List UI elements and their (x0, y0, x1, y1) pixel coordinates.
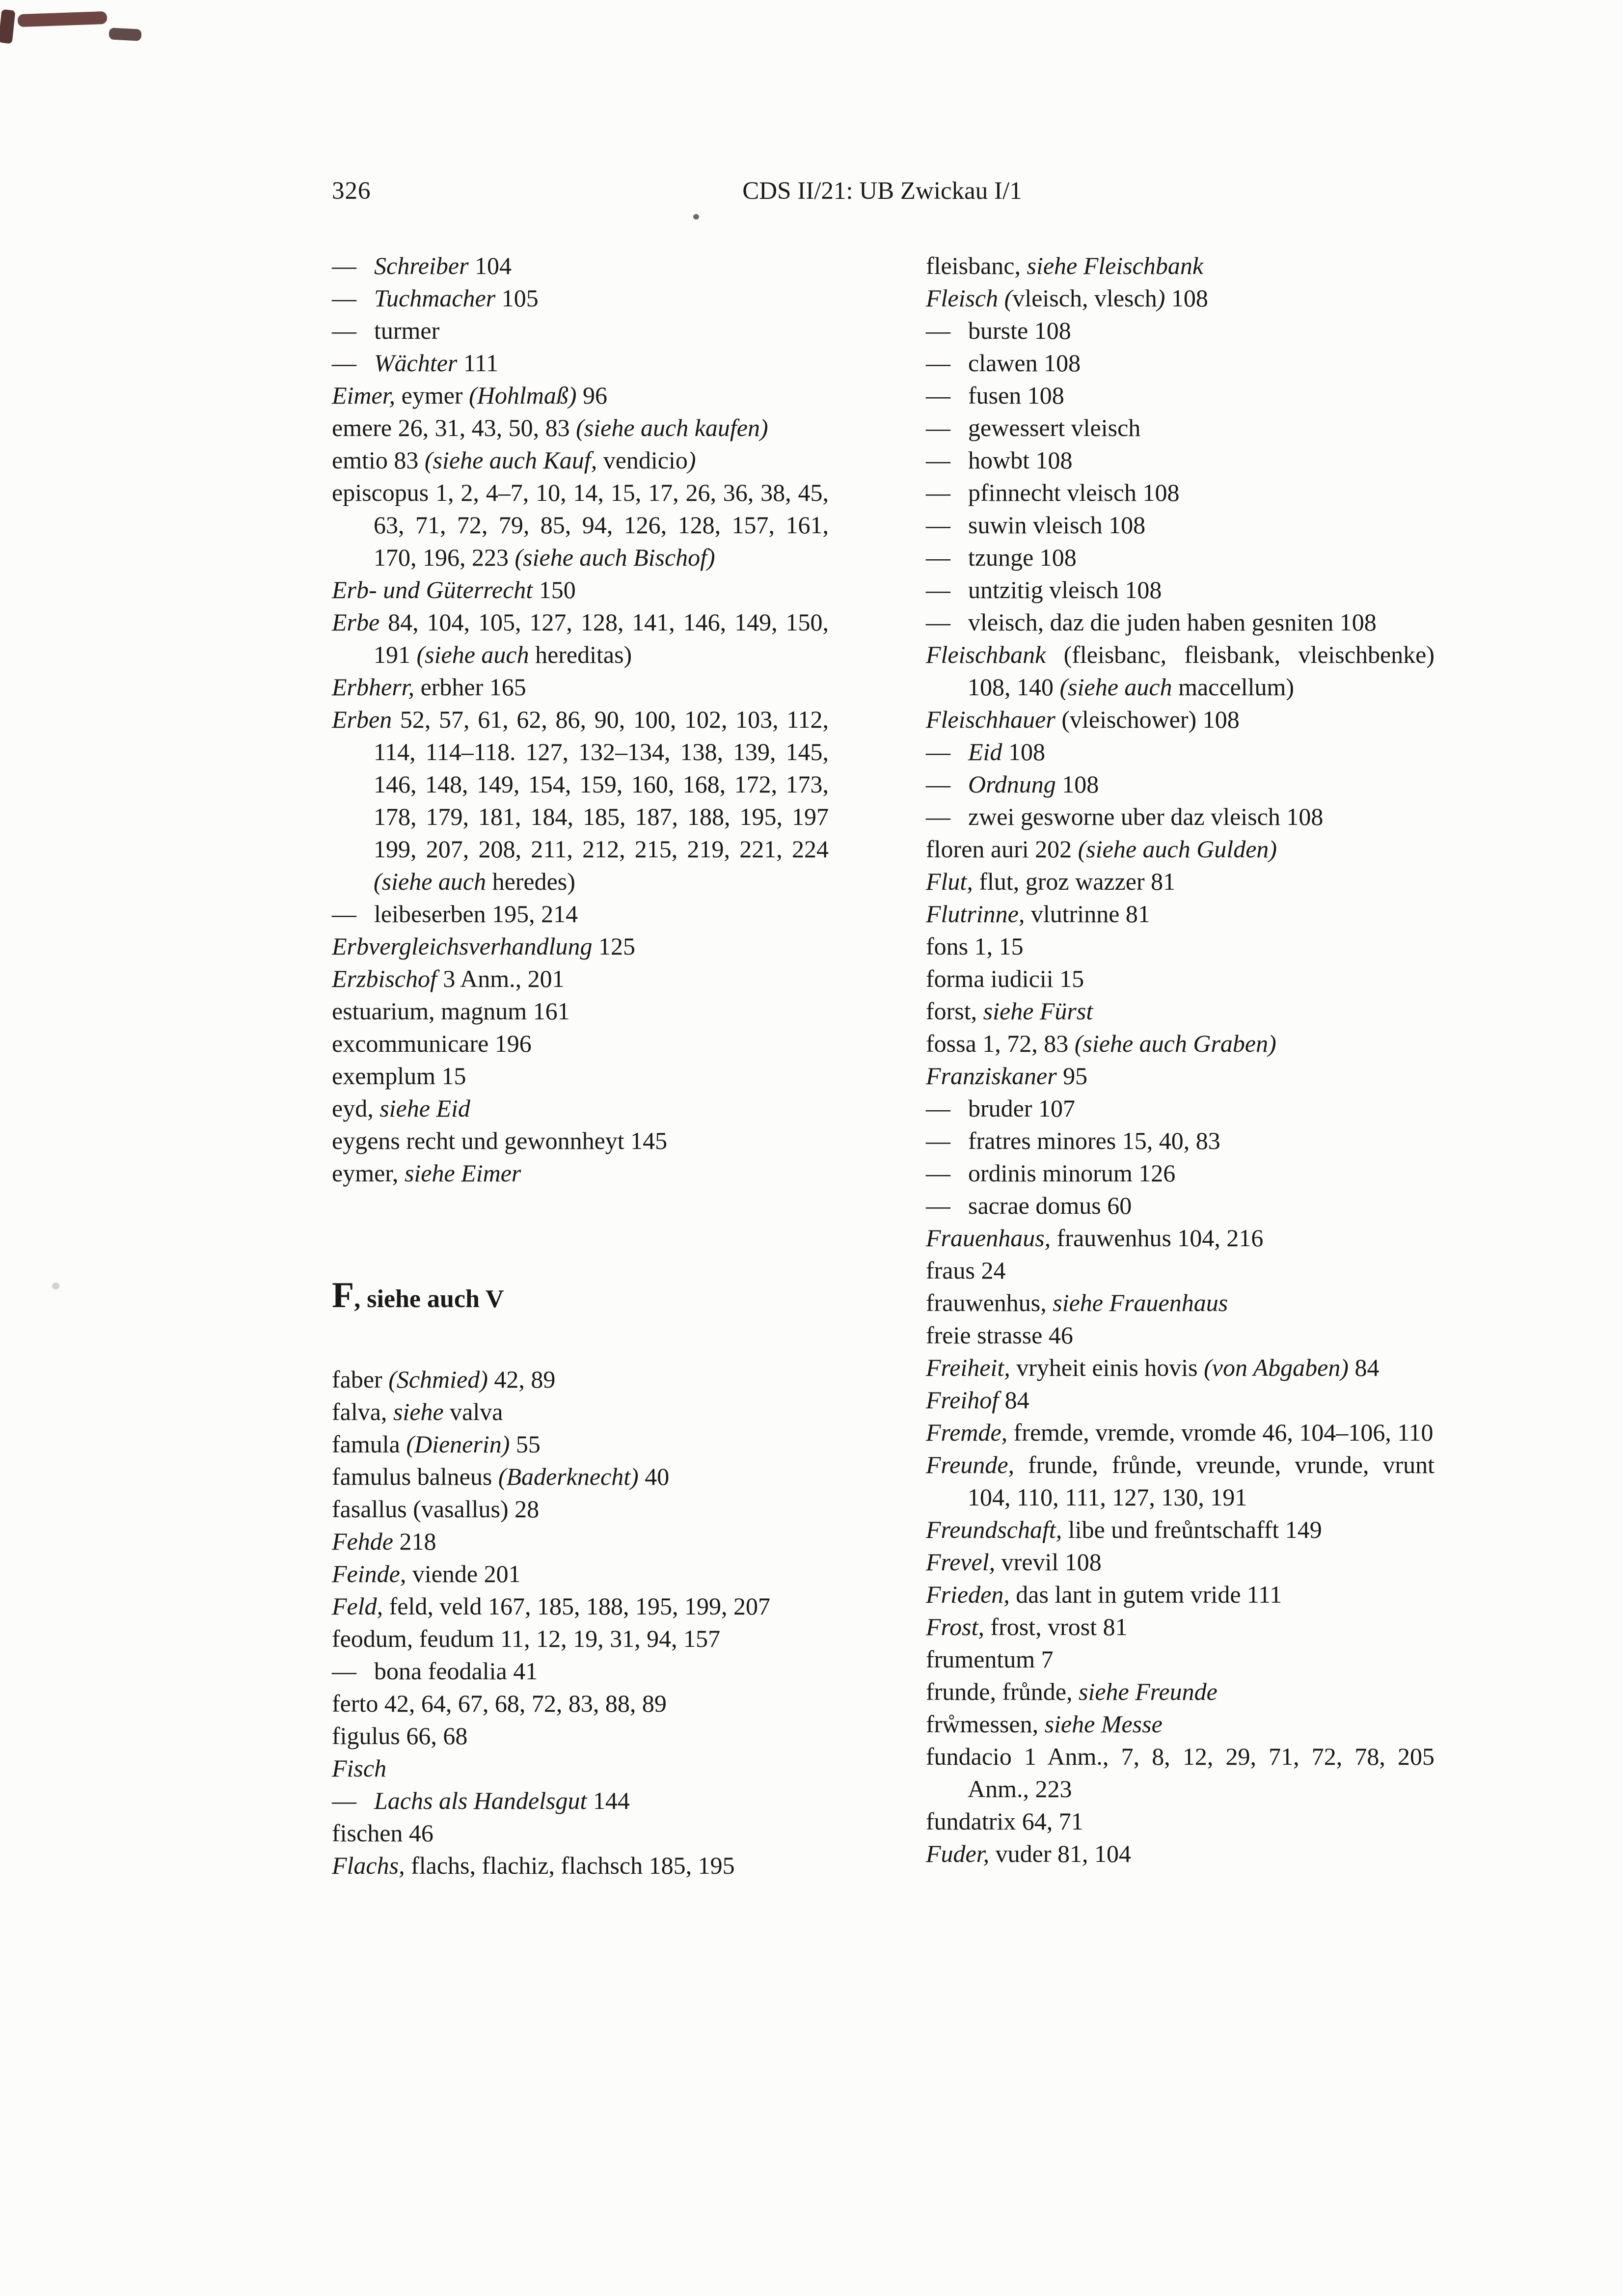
entry-text: frunde, frůnde, vreunde, vrunde, vrunt 104, 110, 111, 127, 130, 191 (968, 1451, 1434, 1511)
entry-text: vleisch, vlesch (1012, 284, 1157, 312)
subentry-dash: — (926, 414, 950, 441)
entry-text-italic: Ordnung (968, 770, 1056, 798)
entry-text: ferto 42, 64, 67, 68, 72, 83, 88, 89 (332, 1690, 667, 1717)
entry-text: vrevil 108 (995, 1548, 1102, 1576)
index-entry (332, 962, 829, 995)
entry-text: leibeserben 195, 214 (374, 900, 578, 928)
entry-text: viende 201 (406, 1560, 521, 1587)
entry-text: 108 (1055, 770, 1099, 798)
index-entry (332, 1157, 829, 1189)
scan-artifact (0, 9, 15, 44)
entry-text: 40 (638, 1463, 670, 1490)
entry-text-italic: (siehe auch Gulden) (1078, 835, 1277, 863)
entry-text-italic: siehe Eid (379, 1094, 470, 1122)
entry-text-italic: (siehe auch (374, 868, 487, 895)
entry-text-italic: siehe Freunde (1079, 1678, 1217, 1705)
entry-text: 3 Anm., 201 (436, 965, 565, 992)
entry-text: vryheit einis hovis (1010, 1354, 1204, 1381)
entry-text: howbt 108 (968, 446, 1073, 474)
index-entry (332, 1493, 829, 1525)
entry-text-italic: Feld, (332, 1592, 383, 1620)
entry-text: (vleischower) 108 (1055, 706, 1240, 733)
index-entry (332, 1687, 829, 1720)
subentry-dash: — (926, 446, 950, 474)
entry-text: hereditas) (529, 641, 632, 668)
index-entry (926, 1027, 1434, 1060)
entry-text: faber (332, 1366, 389, 1393)
entry-text-italic: Wächter (374, 349, 458, 377)
index-entry (926, 1222, 1434, 1254)
index-entry (926, 1319, 1434, 1351)
index-entry (926, 768, 1434, 800)
entry-text-italic: Freiheit, (926, 1354, 1010, 1381)
index-entry (926, 800, 1434, 833)
entry-text-italic: (siehe auch Graben) (1074, 1030, 1276, 1057)
entry-text: flachs, flachiz, flachsch 185, 195 (405, 1852, 735, 1879)
entry-text: falva, (332, 1398, 393, 1425)
entry-text: frost, vrost 81 (984, 1613, 1128, 1640)
index-entries-f-right (926, 249, 1434, 1870)
subentry-dash: — (926, 382, 950, 409)
entry-text: fratres minores 15, 40, 83 (968, 1127, 1220, 1154)
subentry-dash: — (926, 770, 950, 798)
subentry-dash: — (332, 252, 356, 279)
subentry-dash: — (926, 1192, 950, 1219)
entry-text: pfinnecht vleisch 108 (968, 479, 1180, 506)
index-entry (332, 898, 829, 930)
entry-text-italic: (Hohlmaß) (469, 382, 577, 409)
entry-text-italic: Freundschaft, (926, 1516, 1062, 1543)
entry-text-italic: siehe Eimer (404, 1159, 521, 1187)
entry-text-italic: siehe Messe (1044, 1710, 1163, 1738)
index-entry (332, 606, 829, 671)
entry-text: 84 (1348, 1354, 1380, 1381)
entry-text-italic: Feinde, (332, 1560, 406, 1587)
entry-text-italic: siehe Fürst (983, 997, 1093, 1025)
index-entry (332, 476, 829, 574)
entry-text-italic: Lachs als Handelsgut (374, 1787, 587, 1814)
page-number: 326 (332, 177, 371, 205)
subentry-dash: — (926, 1127, 950, 1154)
subentry-dash: — (926, 349, 950, 377)
entry-text: excommunicare 196 (332, 1030, 532, 1057)
index-entry (926, 1060, 1434, 1092)
index-entry (926, 1286, 1434, 1319)
index-entry (926, 1189, 1434, 1222)
index-entry (926, 1805, 1434, 1837)
entry-text: eygens recht und gewonnheyt 145 (332, 1127, 668, 1154)
entry-text: feld, veld 167, 185, 188, 195, 199, 207 (383, 1592, 770, 1620)
entry-text: fusen 108 (968, 382, 1064, 409)
index-entry (926, 606, 1434, 638)
scan-artifact (18, 11, 108, 27)
entry-text: 108 (1165, 284, 1208, 312)
entry-text: 52, 57, 61, 62, 86, 90, 100, 102, 103, 112, 114, 114–118. 127, 132–134, 138, 139, 145, 146, 148, 149, 154, 159, 160, 168, 172, 173, 178, 179, 181, 184, 185, 187, 188, 195, 197 199, 207, 208, 211, 212, 215, 219, 221, 224 (374, 706, 829, 863)
index-entry (332, 1558, 829, 1590)
entry-text: vuder 81, 104 (989, 1840, 1131, 1867)
entry-text: famula (332, 1430, 406, 1458)
index-column-left (332, 249, 829, 1882)
scan-speck (693, 214, 699, 219)
entry-text: fleisbanc, (926, 252, 1027, 279)
entry-text-italic: Flut, (926, 868, 973, 895)
entry-text: emtio 83 (332, 446, 425, 474)
subentry-dash: — (926, 608, 950, 636)
entry-text-italic: Frevel, (926, 1548, 996, 1576)
index-entry (332, 1027, 829, 1060)
entry-text: clawen 108 (968, 349, 1081, 377)
entry-text-italic: (von Abgaben) (1204, 1354, 1349, 1381)
index-entry (926, 1449, 1434, 1513)
index-entry (332, 282, 829, 314)
entry-text: floren auri 202 (926, 835, 1078, 863)
subentry-dash: — (926, 803, 950, 830)
index-entry (926, 1351, 1434, 1384)
index-entry (926, 736, 1434, 768)
index-entry (332, 995, 829, 1027)
index-entry (926, 476, 1434, 509)
entry-text: fischen 46 (332, 1819, 433, 1847)
index-entry (926, 1157, 1434, 1189)
index-entry (332, 249, 829, 282)
index-entry (926, 574, 1434, 606)
entry-text: 84 (999, 1386, 1029, 1414)
index-entry (332, 1784, 829, 1817)
subentry-dash: — (926, 576, 950, 603)
entry-text-italic: Fleisch ( (926, 284, 1013, 312)
entry-text: gewessert vleisch (968, 414, 1141, 441)
running-title: CDS II/21: UB Zwickau I/1 (742, 177, 1022, 205)
entry-text: vendicio (597, 446, 688, 474)
page-header (332, 176, 1433, 210)
index-entry (926, 1416, 1434, 1449)
index-entry (332, 1395, 829, 1428)
entry-text: 150 (533, 576, 576, 603)
entry-text-italic: Eimer, (332, 382, 396, 409)
section-heading (332, 1276, 829, 1319)
index-entry (926, 930, 1434, 962)
index-entry (332, 1590, 829, 1622)
entry-text-italic: (siehe auch Bischof) (514, 544, 715, 571)
entry-text-italic: (Baderknecht) (498, 1463, 639, 1490)
index-entry (926, 1384, 1434, 1416)
index-entry (332, 411, 829, 444)
entry-text: frunde, frůnde, (926, 1678, 1079, 1705)
entry-text-italic: Fisch (332, 1754, 387, 1782)
entry-text-italic: Tuchmacher (374, 284, 496, 312)
subentry-dash: — (926, 1159, 950, 1187)
scan-artifact (108, 27, 141, 41)
entry-text-italic: Frauenhaus, (926, 1224, 1051, 1252)
entry-text: erbher 165 (414, 673, 526, 701)
index-entry (332, 1060, 829, 1092)
entry-text: flut, groz wazzer 81 (973, 868, 1176, 895)
entry-text-italic: Flachs, (332, 1852, 405, 1879)
entry-text: famulus balneus (332, 1463, 498, 1490)
entry-text-italic: Erb- und Güterrecht (332, 576, 533, 603)
entry-text: das lant in gutem vride 111 (1009, 1581, 1282, 1608)
subentry-dash: — (926, 479, 950, 506)
index-entry (926, 1837, 1434, 1870)
index-entry (926, 1254, 1434, 1286)
index-entry (332, 671, 829, 703)
entry-text: 144 (587, 1787, 630, 1814)
index-entry (926, 1513, 1434, 1546)
entry-text: vleisch, daz die juden haben gesniten 108 (968, 608, 1377, 636)
entry-text: suwin vleisch 108 (968, 511, 1146, 539)
entry-text-italic: Frost, (926, 1613, 984, 1640)
index-entry (926, 1611, 1434, 1643)
entry-text-italic: siehe (393, 1398, 444, 1425)
entry-text-italic: Freihof (926, 1386, 999, 1414)
entry-text: fundatrix 64, 71 (926, 1807, 1083, 1835)
entry-text: fons 1, 15 (926, 932, 1024, 960)
entry-text: forst, (926, 997, 983, 1025)
entry-text: 55 (510, 1430, 541, 1458)
entry-text-italic: (siehe auch kaufen) (576, 414, 768, 441)
entry-text-italic: Flutrinne, (926, 900, 1025, 928)
entry-text: feodum, feudum 11, 12, 19, 31, 94, 157 (332, 1625, 721, 1652)
index-entry (926, 444, 1434, 476)
index-entry (926, 898, 1434, 930)
index-entry (332, 1124, 829, 1157)
entry-text: turmer (374, 317, 440, 344)
entry-text: eyd, (332, 1094, 380, 1122)
index-entry (926, 1546, 1434, 1578)
entry-text: frẘmessen, (926, 1710, 1045, 1738)
subentry-dash: — (332, 349, 356, 377)
subentry-dash: — (926, 544, 950, 571)
index-entry (926, 865, 1434, 898)
entry-text-italic: Erbe (332, 608, 380, 636)
index-entry (926, 541, 1434, 574)
entry-text-italic: Erben (332, 706, 392, 733)
entry-text: 96 (576, 382, 608, 409)
index-entry (332, 1622, 829, 1655)
entry-text-italic: (siehe auch Kauf, (424, 446, 597, 474)
entry-text: (fleisbanc, fleisbank, vleischbenke) 108, 140 (968, 641, 1434, 701)
index-entry (926, 411, 1434, 444)
entry-text: 125 (592, 932, 635, 960)
entry-text-italic: (siehe auch (416, 641, 529, 668)
index-entry (332, 379, 829, 411)
entry-text: 108 (1002, 738, 1045, 765)
index-entry (926, 1578, 1434, 1611)
entry-text: frauwenhus, (926, 1289, 1053, 1316)
entry-text: valva (443, 1398, 503, 1425)
scan-speck (52, 1283, 59, 1289)
index-entry (332, 1752, 829, 1784)
entry-text-italic: ) (687, 446, 696, 474)
index-entry (332, 347, 829, 379)
entry-text-italic: Fremde, (926, 1419, 1008, 1446)
index-entry (332, 1460, 829, 1493)
entry-text-italic: siehe Fleischbank (1027, 252, 1204, 279)
entry-text: burste 108 (968, 317, 1071, 344)
index-entry (332, 1849, 829, 1882)
index-entry (332, 1655, 829, 1687)
index-entry (332, 1525, 829, 1558)
index-column-right (926, 249, 1434, 1870)
index-entry (332, 1817, 829, 1849)
entry-text: 84, 104, 105, 127, 128, 141, 146, 149, 150, 191 (374, 608, 829, 668)
entry-text-italic: Eid (968, 738, 1002, 765)
entry-text: 218 (393, 1528, 436, 1555)
entry-text: 42, 89 (487, 1366, 556, 1393)
index-entry (332, 930, 829, 962)
subentry-dash: — (926, 738, 950, 765)
index-entry (926, 509, 1434, 541)
subentry-dash: — (926, 1094, 950, 1122)
subentry-dash: — (926, 317, 950, 344)
entry-text: vlutrinne 81 (1025, 900, 1150, 928)
entry-text-italic: Fleischbank (926, 641, 1064, 668)
entry-text-italic: (siehe auch (1059, 673, 1172, 701)
index-entry (332, 1720, 829, 1752)
entry-text: zwei gesworne uber daz vleisch 108 (968, 803, 1324, 830)
subentry-dash: — (332, 900, 356, 928)
entry-text: 105 (495, 284, 539, 312)
entry-text: frumentum 7 (926, 1645, 1054, 1673)
entry-text: fossa 1, 72, 83 (926, 1030, 1075, 1057)
entry-text: 111 (457, 349, 499, 377)
subentry-dash: — (332, 317, 356, 344)
entry-text-italic: (Schmied) (388, 1366, 488, 1393)
index-entry (926, 347, 1434, 379)
section-heading-rest: , siehe auch V (354, 1285, 504, 1313)
entry-text: forma iudicii 15 (926, 965, 1084, 992)
subentry-dash: — (926, 511, 950, 539)
entry-text: maccellum) (1172, 673, 1295, 701)
entry-text-italic: (Dienerin) (406, 1430, 510, 1458)
entry-text-italic: ) (1157, 284, 1165, 312)
subentry-dash: — (332, 1657, 356, 1685)
entry-text: fremde, vremde, vromde 46, 104–106, 110 (1007, 1419, 1434, 1446)
index-entry (926, 833, 1434, 865)
entry-text: eymer (395, 382, 469, 409)
entry-text: emere 26, 31, 43, 50, 83 (332, 414, 576, 441)
entry-text-italic: Erbherr, (332, 673, 415, 701)
index-entry (332, 444, 829, 476)
entry-text-italic: Franziskaner (926, 1062, 1057, 1090)
entry-text: eymer, (332, 1159, 405, 1187)
entry-text-italic: Erbvergleichsverhandlung (332, 932, 593, 960)
index-entry (926, 314, 1434, 347)
index-entry (332, 1092, 829, 1124)
entry-text: tzunge 108 (968, 544, 1077, 571)
entry-text: estuarium, magnum 161 (332, 997, 570, 1025)
entry-text: sacrae domus 60 (968, 1192, 1132, 1219)
entry-text: bruder 107 (968, 1094, 1075, 1122)
entry-text: 104 (468, 252, 512, 279)
entry-text-italic: Fleischhauer (926, 706, 1055, 733)
entry-text: figulus 66, 68 (332, 1722, 468, 1749)
entry-text-italic: siehe Frauenhaus (1053, 1289, 1228, 1316)
entry-text: bona feodalia 41 (374, 1657, 538, 1685)
index-entry (926, 249, 1434, 282)
index-entry (332, 1363, 829, 1395)
entry-text: exemplum 15 (332, 1062, 466, 1090)
index-entry (926, 1740, 1434, 1805)
index-entry (926, 638, 1434, 703)
entry-text-italic: Schreiber (374, 252, 469, 279)
entry-text-italic: Erzbischof (332, 965, 437, 992)
index-entries-e (332, 249, 829, 1189)
index-entry (926, 379, 1434, 411)
entry-text: fraus 24 (926, 1257, 1006, 1284)
entry-text: episcopus 1, 2, 4–7, 10, 14, 15, 17, 26, 36, 38, 45, 63, 71, 72, 79, 85, 94, 126, 128, 157, 161, 170, 196, 223 (332, 479, 829, 571)
index-entry (926, 703, 1434, 736)
entry-text: fasallus (vasallus) 28 (332, 1495, 540, 1523)
index-entry (926, 1643, 1434, 1675)
entry-text-italic: Fuder, (926, 1840, 990, 1867)
index-entry (926, 995, 1434, 1027)
section-letter: F (332, 1275, 354, 1315)
index-entry (926, 1124, 1434, 1157)
entry-text: ordinis minorum 126 (968, 1159, 1176, 1187)
subentry-dash: — (332, 1787, 356, 1814)
index-entry (926, 1708, 1434, 1740)
entry-text: 95 (1056, 1062, 1088, 1090)
index-entries-f-left (332, 1363, 829, 1882)
entry-text: frauwenhus 104, 216 (1051, 1224, 1264, 1252)
index-entry (926, 1675, 1434, 1708)
entry-text-italic: Frieden, (926, 1581, 1010, 1608)
subentry-dash: — (332, 284, 356, 312)
index-entry (332, 314, 829, 347)
index-entry (926, 282, 1434, 314)
index-entry (332, 574, 829, 606)
entry-text: untzitig vleisch 108 (968, 576, 1162, 603)
entry-text: libe und freůntschafft 149 (1062, 1516, 1322, 1543)
entry-text-italic: Freunde, (926, 1451, 1015, 1478)
index-entry (332, 703, 829, 898)
index-entry (926, 962, 1434, 995)
entry-text-italic: Fehde (332, 1528, 393, 1555)
entry-text: fundacio 1 Anm., 7, 8, 12, 29, 71, 72, 78, 205 Anm., 223 (926, 1743, 1434, 1803)
index-entry (332, 1428, 829, 1460)
index-entry (926, 1092, 1434, 1124)
entry-text: freie strasse 46 (926, 1321, 1073, 1349)
entry-text: heredes) (486, 868, 575, 895)
